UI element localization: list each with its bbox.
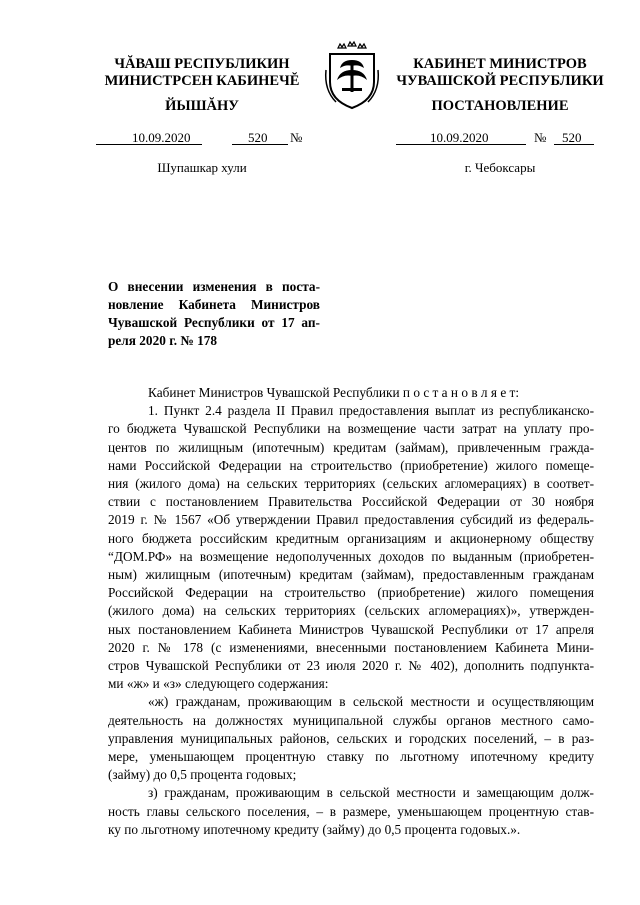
right-date-underline (396, 144, 526, 145)
right-number-underline (554, 144, 594, 145)
right-doctype: ПОСТАНОВЛЕНИЕ (431, 98, 569, 114)
right-date: 10.09.2020 (430, 130, 489, 145)
body-line: з) гражданам, проживающим в сельской местности и замещающим долж- (148, 785, 594, 801)
left-number: 520 (248, 130, 268, 145)
body-line: ствии с постановлением Правительства Российской Федерации от 30 ноября (108, 494, 594, 510)
left-date: 10.09.2020 (132, 130, 191, 145)
body-line: (жилого дома) на сельских территориях (сельских агломерациях)», утвержден- (108, 603, 594, 619)
right-header-line-1: КАБИНЕТ МИНИСТРОВ (413, 56, 587, 72)
right-registration-line (396, 130, 612, 146)
body-line: 2019 г. № 1567 «Об утверждении Правил предоставления субсидий из федераль- (108, 512, 594, 528)
body-line: ных постановлением Кабинета Министров Чувашской Республики от 17 апреля (108, 621, 594, 637)
body-line: ку по льготному ипотечному кредиту (займу) до 0,5 процента годовых.». (108, 821, 521, 837)
body-line: стров Чувашской Республики от 23 июля 2020 г. № 402), дополнить подпункта- (108, 658, 594, 674)
subject-line-1: О внесении изменения в поста- (108, 279, 320, 294)
body-line: «ж) гражданам, проживающим в сельской местности и осуществляющим (148, 694, 594, 710)
right-header-line-2: ЧУВАШСКОЙ РЕСПУБЛИКИ (396, 73, 604, 89)
body-line: ния (жилого дома) на сельских территориях (сельских агломерациях) в соответ- (108, 476, 594, 492)
left-number-sign: № (290, 130, 303, 145)
body-line: управления муниципальных районов, сельских и городских поселений, – в раз- (108, 730, 594, 746)
chuvash-coat-of-arms-icon (322, 40, 382, 112)
left-header-line-2: МИНИСТРСЕН КАБИНЕЧĔ (104, 73, 300, 89)
body-line: го бюджета Чувашской Республики на возмещение части затрат на уплату про- (108, 421, 594, 437)
left-date-underline (96, 144, 202, 145)
body-line: “ДОМ.РФ» на возмещение недополученных доходов по выданным (приобретен- (108, 548, 594, 564)
left-header-line-1: ЧĂВАШ РЕСПУБЛИКИН (114, 56, 290, 72)
document-subject (108, 278, 320, 350)
left-number-underline (232, 144, 288, 145)
body-line: ми «ж» и «з» следующего содержания: (108, 676, 329, 692)
left-city: Шупашкар хули (157, 160, 247, 175)
body-line: нами Российской Федерации на строительство (приобретение) жилого помеще- (108, 457, 594, 473)
body-line: Кабинет Министров Чувашской Республики п о с т а н о в л я е т: (148, 385, 520, 400)
body-line: 2020 г. № 178 (с изменениями, внесенными постановлением Кабинета Мини- (108, 639, 594, 655)
body-line: (займу) до 0,5 процента годовых; (108, 767, 297, 783)
subject-line-4: реля 2020 г. № 178 (108, 333, 218, 348)
left-doctype: ЙЫШĂНУ (165, 98, 239, 114)
body-line: ным) жилищным (ипотечным) кредитам (займам), предоставленным гражданам (108, 567, 594, 583)
body-line: ность главы сельского поселения, – в размере, уменьшающем процентную став- (108, 803, 594, 819)
right-number-sign: № (534, 130, 547, 145)
right-number: 520 (562, 130, 582, 145)
body-line: ного бюджета российским кредитным организациям и акционерному обществу (108, 530, 594, 546)
subject-line-2: новление Кабинета Министров (108, 297, 320, 312)
left-header-title (92, 56, 312, 90)
left-registration-line (96, 130, 312, 146)
document-body (108, 384, 594, 839)
body-line: Российской Федерации на строительство (приобретение) жилого помещения (108, 585, 594, 601)
body-line: центов по жилищным (ипотечным) кредитам (займам), привлеченным гражда- (108, 439, 594, 455)
body-line: деятельность на должностях муниципальной службы органов местного само- (108, 712, 594, 728)
right-city: г. Чебоксары (464, 160, 536, 175)
subject-line-3: Чувашской Республики от 17 ап- (108, 315, 320, 330)
right-header-title (385, 56, 615, 90)
body-line: мере, уменьшающем процентную ставку по льготному ипотечному кредиту (108, 749, 594, 765)
body-line: 1. Пункт 2.4 раздела II Правил предоставления выплат из республиканско- (148, 403, 594, 419)
